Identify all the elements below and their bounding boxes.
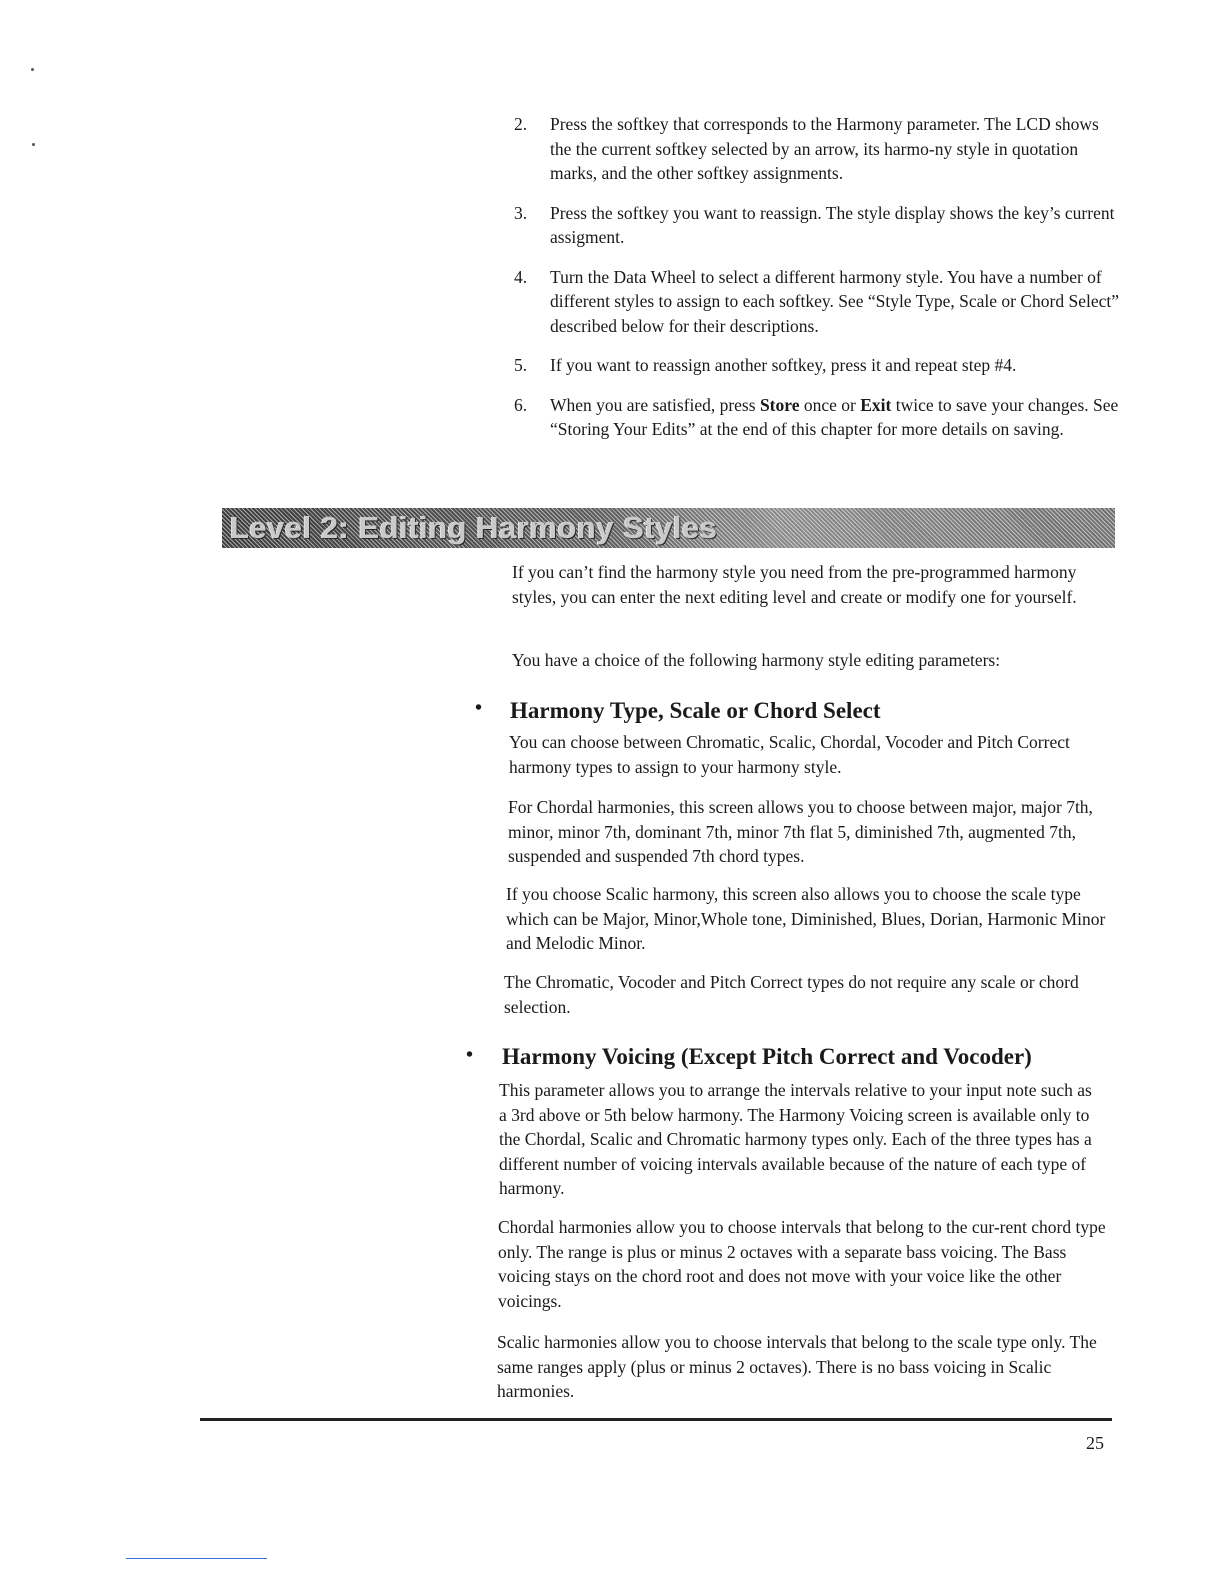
step-text-part: twice to save your changes. See “Storing Your Edits” at the end of this chapter for more details on saving. bbox=[550, 394, 1119, 439]
bullet-paragraph: If you choose Scalic harmony, this screen also allows you to choose the scale type which can be Major, Minor,Whole tone, Diminished, Blues, Dorian, Harmonic Minor and Melodic Minor. bbox=[506, 884, 1106, 953]
store-keyword: Store bbox=[759, 394, 800, 415]
bullet-paragraph: Chordal harmonies allow you to choose intervals that belong to the cur-rent chord type only. The range is plus or minus 2 octaves with a separate bass voicing. The Bass voicing stays on the chord root and does not move with your voice like the other voicings. bbox=[498, 1217, 1106, 1311]
bottom-link-line bbox=[126, 1558, 267, 1559]
steps-list bbox=[508, 112, 1120, 457]
section-title: Level 2: Editing Harmony Styles bbox=[230, 510, 718, 545]
step-text: Turn the Data Wheel to select a different harmony style. You have a number of different styles to assign to each softkey. See “Style Type, Scale or Chord Select” described below for their descriptions. bbox=[550, 266, 1119, 336]
exit-keyword: Exit bbox=[860, 394, 892, 415]
section-banner bbox=[222, 508, 1115, 548]
intro-paragraph: If you can’t find the harmony style you need from the pre-programmed harmony styles, you can enter the next editing level and create or modify one for yourself. bbox=[512, 562, 1077, 607]
step-number: 3. bbox=[514, 202, 528, 223]
bullet-marker: • bbox=[466, 1044, 474, 1066]
page-number: 25 bbox=[1086, 1433, 1104, 1453]
step-text: If you want to reassign another softkey, press it and repeat step #4. bbox=[550, 355, 1017, 375]
bullet-heading: Harmony Type, Scale or Chord Select bbox=[510, 698, 881, 723]
step-item bbox=[508, 201, 1120, 250]
step-item bbox=[508, 393, 1120, 442]
bullet-paragraph: For Chordal harmonies, this screen allows you to choose between major, major 7th, minor, minor 7th, dominant 7th, minor 7th flat 5, diminished 7th, augmented 7th, suspended and suspended 7th chord types. bbox=[508, 797, 1093, 866]
step-item bbox=[508, 353, 1120, 378]
step-number: 4. bbox=[514, 266, 528, 287]
step-number: 5. bbox=[514, 355, 528, 375]
bullet-paragraph: The Chromatic, Vocoder and Pitch Correct types do not require any scale or chord selection. bbox=[504, 972, 1079, 1017]
step-text-part: When you are satisfied, press bbox=[550, 394, 760, 415]
bullet-paragraph: This parameter allows you to arrange the intervals relative to your input note such as a 3rd above or 5th below harmony. The Harmony Voicing screen is available only to the Chordal, Scalic and Chromatic harmony types only. Each of the three types has a different number of voicing intervals available because of the nature of each type of harmony. bbox=[499, 1080, 1092, 1198]
bullet-heading: Harmony Voicing (Except Pitch Correct and Vocoder) bbox=[502, 1044, 1032, 1069]
footer-rule bbox=[200, 1418, 1112, 1421]
step-text bbox=[550, 395, 1118, 440]
bullet-marker: • bbox=[475, 697, 483, 719]
step-item bbox=[508, 112, 1120, 186]
step-item bbox=[508, 265, 1120, 339]
step-number: 6. bbox=[514, 394, 528, 415]
bullet-paragraph: You can choose between Chromatic, Scalic, Chordal, Vocoder and Pitch Correct harmony types to assign to your harmony style. bbox=[509, 732, 1070, 777]
intro-paragraph: You have a choice of the following harmony style editing parameters: bbox=[512, 650, 1001, 670]
step-text: Press the softkey you want to reassign. The style display shows the key’s current assigment. bbox=[550, 202, 1115, 247]
step-number: 2. bbox=[514, 114, 528, 134]
scan-speck bbox=[31, 68, 34, 71]
step-text: Press the softkey that corresponds to the Harmony parameter. The LCD shows the the current softkey selected by an arrow, its harmo-ny style in quotation marks, and the other softkey assignments. bbox=[550, 114, 1099, 183]
bullet-paragraph: Scalic harmonies allow you to choose intervals that belong to the scale type only. The same ranges apply (plus or minus 2 octaves). There is no bass voicing in Scalic harmonies. bbox=[497, 1332, 1097, 1401]
step-text-part: once or bbox=[799, 394, 861, 415]
scan-speck bbox=[32, 143, 35, 146]
